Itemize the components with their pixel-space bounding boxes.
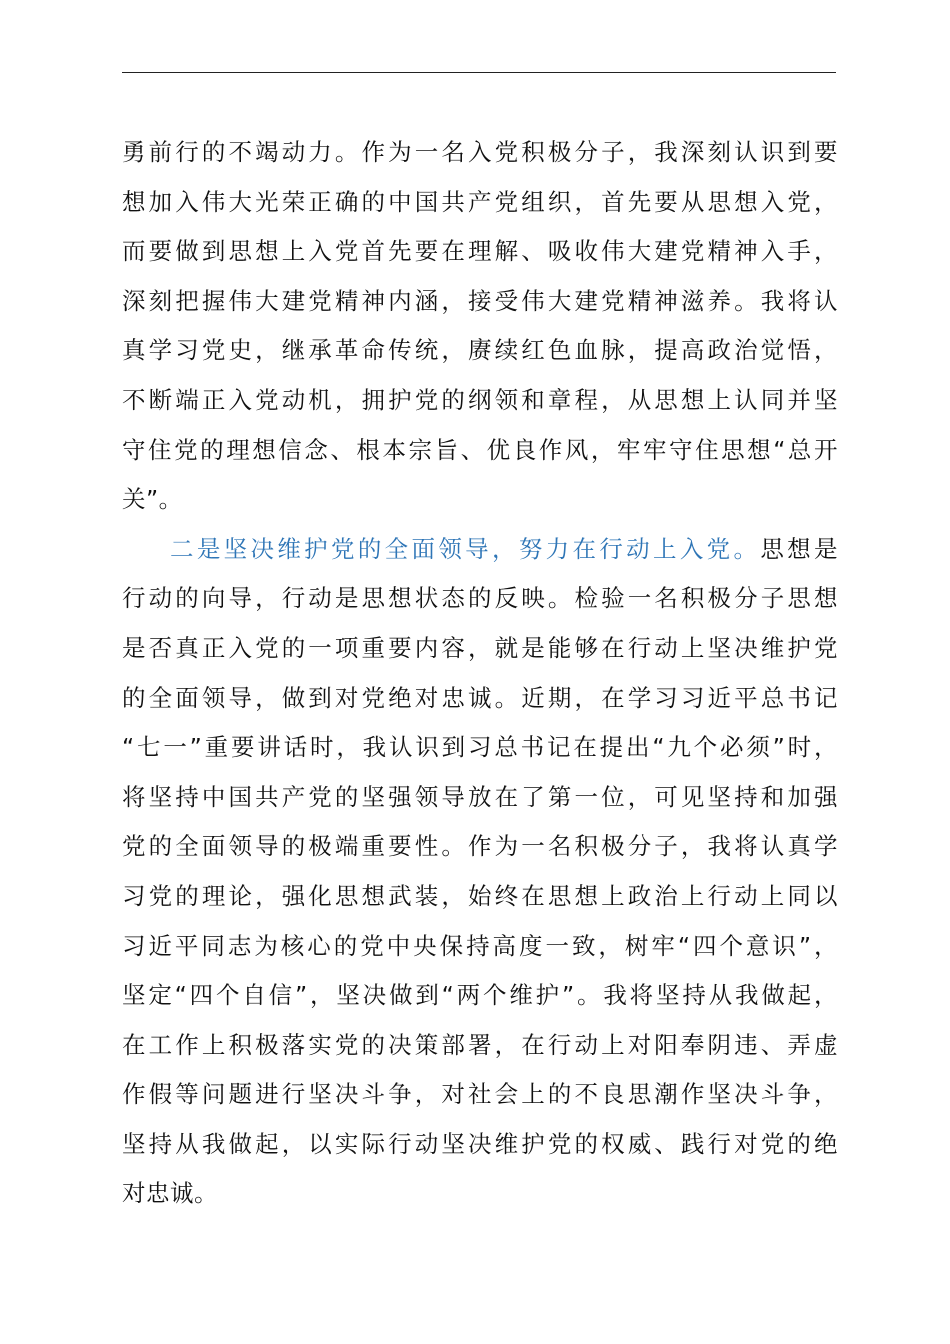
paragraph-2-line-11: 在工作上积极落实党的决策部署，在行动上对阳奉阴违、弄虚 bbox=[122, 1030, 838, 1059]
paragraph-2-line-5: “七一”重要讲话时，我认识到习总书记在提出“九个必须”时， bbox=[122, 733, 838, 762]
paragraph-2-line-14: 对忠诚。 bbox=[122, 1179, 218, 1208]
paragraph-2-line-1 bbox=[122, 525, 838, 575]
paragraph-1-line-7: 守住党的理想信念、根本宗旨、优良作风，牢牢守住思想“总开 bbox=[122, 435, 838, 464]
paragraph-1-line-6: 不断端正入党动机，拥护党的纲领和章程，从思想上认同并坚 bbox=[122, 385, 838, 414]
paragraph-2-line-4: 的全面领导，做到对党绝对忠诚。近期，在学习习近平总书记 bbox=[122, 683, 838, 712]
paragraph-1-line-4: 深刻把握伟大建党精神内涵，接受伟大建党精神滋养。我将认 bbox=[122, 286, 838, 315]
paragraph-2-line-10: 坚定“四个自信”，坚决做到“两个维护”。我将坚持从我做起， bbox=[122, 981, 838, 1010]
paragraph-1 bbox=[122, 128, 838, 525]
paragraph-1-line-8: 关”。 bbox=[122, 485, 183, 514]
paragraph-2-line-13: 坚持从我做起，以实际行动坚决维护党的权威、践行对党的绝 bbox=[122, 1129, 838, 1158]
paragraph-1-line-2: 想加入伟大光荣正确的中国共产党组织，首先要从思想入党， bbox=[122, 187, 838, 216]
paragraph-1-line-1: 勇前行的不竭动力。作为一名入党积极分子，我深刻认识到要 bbox=[122, 138, 838, 166]
paragraph-2-line-7: 党的全面领导的极端重要性。作为一名积极分子，我将认真学 bbox=[122, 832, 838, 861]
paragraph-2-line-12: 作假等问题进行坚决斗争，对社会上的不良思潮作坚决斗争， bbox=[122, 1080, 838, 1109]
body-text bbox=[122, 128, 838, 1219]
paragraph-2-line-1-rest: 思想是 bbox=[760, 534, 839, 563]
paragraph-2-line-9: 习近平同志为核心的党中央保持高度一致，树牢“四个意识”， bbox=[122, 931, 838, 960]
paragraph-2-heading: 二是坚决维护党的全面领导，努力在行动上入党。 bbox=[170, 534, 761, 563]
paragraph-2-line-8: 习党的理论，强化思想武装，始终在思想上政治上行动上同以 bbox=[122, 881, 838, 910]
paragraph-2 bbox=[122, 525, 838, 1219]
header-rule bbox=[122, 72, 836, 73]
paragraph-2-line-2: 行动的向导，行动是思想状态的反映。检验一名积极分子思想 bbox=[122, 584, 838, 613]
paragraph-1-line-5: 真学习党史，继承革命传统，赓续红色血脉，提高政治觉悟， bbox=[122, 336, 838, 365]
paragraph-2-line-3: 是否真正入党的一项重要内容，就是能够在行动上坚决维护党 bbox=[122, 633, 838, 662]
paragraph-2-line-6: 将坚持中国共产党的坚强领导放在了第一位，可见坚持和加强 bbox=[122, 782, 838, 811]
paragraph-1-line-3: 而要做到思想上入党首先要在理解、吸收伟大建党精神入手， bbox=[122, 237, 838, 266]
